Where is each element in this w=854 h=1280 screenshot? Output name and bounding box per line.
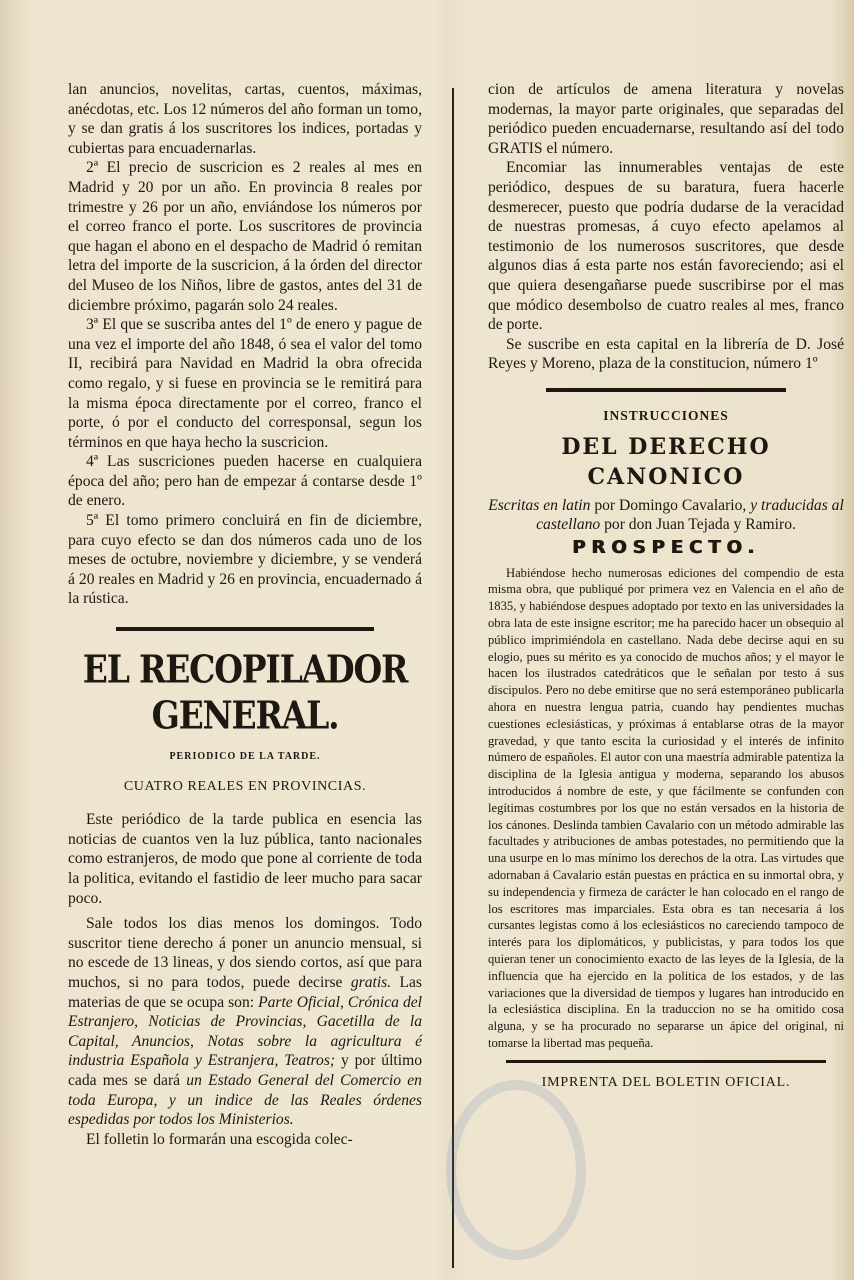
- paragraph: Este periódico de la tarde publica en esencia las noticias de cuantos ven la luz pública, tanto nacionales como estranjeros, de modo que pone al corriente de toda la politica, evitando el fastidio de leer mucho para sacar poco.: [68, 811, 422, 907]
- paragraph: 4ª Las suscriciones pueden hacerse en cualquiera época del año; pero han de empezar á contarse desde 1º de enero.: [68, 453, 422, 510]
- prospecto-heading: PROSPECTO.: [571, 536, 761, 558]
- section-heading: INSTRUCCIONES: [603, 407, 729, 423]
- paragraph: Se suscribe en esta capital en la librería de D. José Reyes y Moreno, plaza de la constitucion, número 1º: [488, 335, 844, 373]
- column-divider: [452, 88, 454, 1268]
- prospecto-text: Habiéndose hecho numerosas ediciones del compendio de esta misma obra, que publiqué por primera vez en Valencia en el año de 1835, y habiéndose despues adoptado por texto en las universidades la obra lata de este insigne escritor; me ha parecido hacer un obsequio al público imprimiéndola en castellano. Nada debe decirse aqui en su elogio, pues su mérito es ya conocido de muchos años; y el mayor le hacen los ilustrados catedráticos que le señalan por testo á sus discipulos. Pero no debe emitirse que no será estemporáneo publicarla ahora en nuestra lengua patria, cuando hay pendientes muchas cuestiones eclesiásticas, y próximas á entablarse otras de la mayor gravedad, y que tanto escita la curiosidad y el interés de infinito número de españoles. El autor con una maestría admirable patentiza la disciplina de la Iglesia antigua y moderna, separando los abusos introducidos á nombre de este, y que fácilmente se confunden con legítimas costumbres por los que no están versados en la historia de los cánones. Deslinda tambien Cavalario con un método admirable las facultades y atribuciones de ambas potestades, no permitiendo que la una usurpe en lo mas mínimo los derechos de la otra. Las virtudes que adornaban á Cavalario están puestas en práctica en su inmortal obra, y su independencia y firmeza de carácter le han colocado en el rango de los escritores mas imparciales. Esta obra es tan necesaria á los cursantes legistas como á los eclesiásticos no careciendo tampoco de interés para los diplomáticos, y publicistas, y para todos los que quieran tener un conocimiento exacto de las leyes de la Iglesia, de la influencia que ha ejercido en la politica de los estados, y de las variaciones que la diversidad de tiempos y lugares han introducido en la eclesiástica disciplina. En la traduccion no se ha omitido cosa alguna, y se ha procurado no separarse un ápice del original, ni tomarse la libertad mas pequeña.: [488, 565, 844, 1050]
- section-rule: [546, 388, 786, 392]
- byline: Escritas en latin por Domingo Cavalario, y traducidas al castellano por don Juan Tejada y Ramiro.: [488, 496, 844, 534]
- paragraph: 5ª El tomo primero concluirá en fin de diciembre, para cuyo efecto se dan dos números cada uno de los meses de octubre, noviembre y diciembre, y se venderá á 20 reales en Madrid y 26 en provincia, encuadernado á la rústica.: [68, 512, 422, 608]
- paragraph: cion de artículos de amena literatura y novelas modernas, la mayor parte originales, que separadas del periódico pueden encuadernarse, resultando así del todo GRATIS el número.: [488, 81, 844, 157]
- section-rule: [116, 627, 374, 631]
- paragraph: lan anuncios, novelitas, cartas, cuentos, máximas, anécdotas, etc. Los 12 números del año forman un tomo, y se dan gratis á los suscritores los indices, portadas y cubiertas para encuadernarlas.: [68, 81, 422, 157]
- paragraph: El folletin lo formarán una escogida colec-: [86, 1130, 353, 1148]
- masthead-title: EL RECOPILADOR GENERAL.: [82, 647, 408, 738]
- left-column: [68, 80, 422, 1149]
- masthead-subtitle: PERIODICO DE LA TARDE.: [169, 751, 321, 763]
- paragraph: Encomiar las innumerables ventajas de este periódico, despues de su baratura, fuera hacerle desmerecer, puesto que podría dudarse de la veracidad de nuestras promesas, á cuyo efecto apelamos al testimonio de los numerosos suscritores, que desde algunos dias á esta parte nos están favoreciendo; asi el que quiera desengañarse puede suscribirse por el mas que módico desembolso de cuatro reales al mes, franco de porte.: [488, 159, 844, 334]
- price-line: CUATRO REALES EN PROVINCIAS.: [123, 778, 367, 794]
- paragraph: Sale todos los dias menos los domingos. Todo suscritor tiene derecho á poner un anuncio mensual, si no escede de 13 lineas, y dos siendo cortos, así que para muchos, si no para todos, puede decirse gratis. Las materias de que se ocupa son: Parte Oficial, Crónica del Estranjero, Noticias de Provincias, Gacetilla de la Capital, Anuncios, Notas sobre la agricultura é industria Española y Estranjera, Teatros; y por último cada mes se dará un Estado General del Comercio en toda Europa, y un indice de las Reales órdenes espedidas por todos los Ministerios.: [68, 915, 422, 1129]
- library-stamp: [446, 1080, 586, 1260]
- book-title: DEL DERECHO CANONICO: [561, 433, 771, 490]
- section-rule: [506, 1060, 826, 1063]
- paragraph: 2ª El precio de suscricion es 2 reales al mes en Madrid y 20 por un año. En provincia 8 reales por trimestre y 26 por un año, enviándose los números por el correo franco el porte. Los suscritores de provincia que hagan el abono en el despacho de Madrid ó remitan letra del importe de la suscricion, á la órden del director del Museo de los Niños, libre de gastos, antes del 31 de diciembre próximo, pagarán solo 24 reales.: [68, 159, 422, 314]
- paragraph: 3ª El que se suscriba antes del 1º de enero y pague de una vez el importe del año 1848, ó sea el valor del tomo II, recibirá para Navidad en Madrid la obra ofrecida como regalo, y si fuese en provincia se le remitirá para la misma época directamente por el correo, franco el porte, ó por el conducto del corresponsal, segun los términos en que haya hecho la suscricion.: [68, 316, 422, 451]
- printer-imprint: IMPRENTA DEL BOLETIN OFICIAL.: [541, 1074, 791, 1090]
- right-column: [488, 80, 844, 1092]
